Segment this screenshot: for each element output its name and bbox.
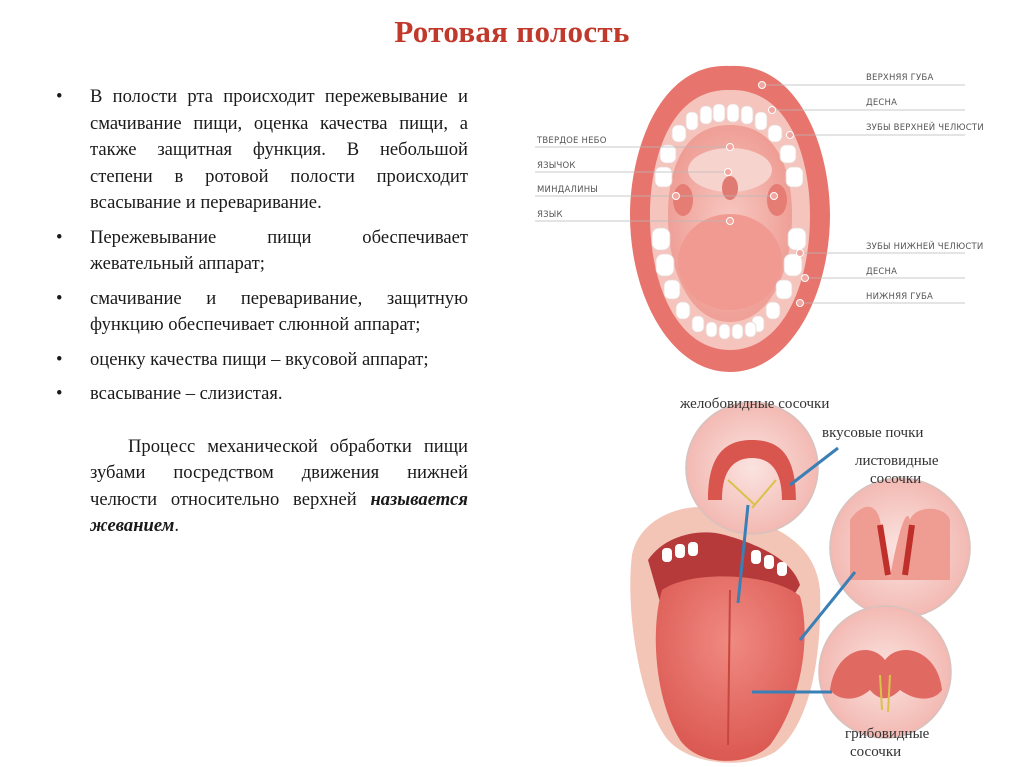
label-tonsils: МИНДАЛИНЫ (537, 185, 598, 195)
bullet-text: всасывание – слизистая. (90, 383, 283, 404)
tooth (664, 280, 680, 299)
right-tonsil (767, 184, 787, 216)
label-upper-lip: ВЕРХНЯЯ ГУБА (866, 73, 934, 83)
label-foliate-1: листовидные (855, 453, 939, 469)
tooth (776, 280, 792, 299)
tooth (676, 302, 690, 319)
text-column (48, 84, 468, 540)
bullet-marker: • (56, 287, 63, 309)
bullet-text: Пережевывание пищи обеспечивает жевательный аппарат; (90, 226, 468, 274)
slide-title: Ротовая полость (394, 14, 630, 49)
tooth (672, 125, 686, 142)
bullet-text: смачивание и переваривание, защитную функцию обеспечивает слюнной аппарат; (90, 287, 468, 335)
label-taste-buds: вкусовые почки (822, 425, 924, 441)
label-lower-lip: НИЖНЯЯ ГУБА (866, 292, 934, 302)
summary-tail: . (174, 515, 180, 536)
tooth (784, 254, 802, 276)
bullet-text: оценку качества пищи – вкусовой аппарат; (90, 348, 429, 370)
tongue-papillae-diagram (630, 396, 970, 763)
bullet-marker: • (56, 86, 63, 107)
tooth (719, 324, 730, 339)
tooth (786, 167, 803, 187)
label-fungiform-1: грибовидные (845, 726, 930, 742)
summary-paragraph (90, 434, 468, 540)
bullet-list (48, 84, 468, 408)
tooth (692, 316, 704, 332)
label-gum-lower: ДЕСНА (866, 267, 898, 277)
bullet-item (48, 286, 468, 339)
bullet-item (48, 347, 468, 374)
label-fungiform-2: сосочки (850, 744, 902, 760)
tooth (655, 167, 672, 187)
tongue-in-mouth (678, 214, 782, 310)
label-gum-upper: ДЕСНА (866, 98, 898, 108)
tooth (727, 104, 739, 122)
tooth (656, 254, 674, 276)
tooth (768, 125, 782, 142)
tooth (755, 112, 767, 130)
tooth (780, 145, 796, 163)
bullet-item (48, 225, 468, 278)
bullet-text: В полости рта происходит пережевывание и смачивание пищи, оценка качества пищи, а также защитная функция. В небольшой степени в ротовой полости происходит всасывание и переваривание. (90, 86, 468, 213)
tooth (660, 145, 676, 163)
bullet-marker: • (56, 383, 63, 404)
summary-emphasis: называется жеванием (90, 488, 468, 536)
tooth (745, 322, 756, 337)
tooth (741, 106, 753, 124)
label-lower-teeth: ЗУБЫ НИЖНЕЙ ЧЕЛЮСТИ (866, 242, 984, 252)
tooth (732, 324, 743, 339)
label-tongue: ЯЗЫК (537, 210, 563, 220)
bullet-marker: • (56, 226, 63, 248)
label-uvula: ЯЗЫЧОК (537, 161, 576, 171)
tooth (713, 104, 725, 122)
tooth (788, 228, 806, 250)
tooth (700, 106, 712, 124)
tooth (706, 322, 717, 337)
bullet-item (48, 84, 468, 217)
label-upper-teeth: ЗУБЫ ВЕРХНЕЙ ЧЕЛЮСТИ (866, 123, 984, 133)
label-grooved-papillae: желобовидные сосочки (680, 396, 830, 412)
summary-text: Процесс механической обработки пищи зубами посредством движения нижней челюсти относительно верхней (90, 435, 468, 510)
bullet-item (48, 381, 468, 408)
tooth (766, 302, 780, 319)
open-mouth-diagram (535, 66, 984, 372)
label-foliate-2: сосочки (870, 471, 922, 487)
zoom-circle-grooved (686, 402, 818, 534)
bullet-marker: • (56, 348, 63, 370)
tooth (652, 228, 670, 250)
tooth (686, 112, 698, 130)
label-hard-palate: ТВЕРДОЕ НЕБО (537, 136, 607, 146)
